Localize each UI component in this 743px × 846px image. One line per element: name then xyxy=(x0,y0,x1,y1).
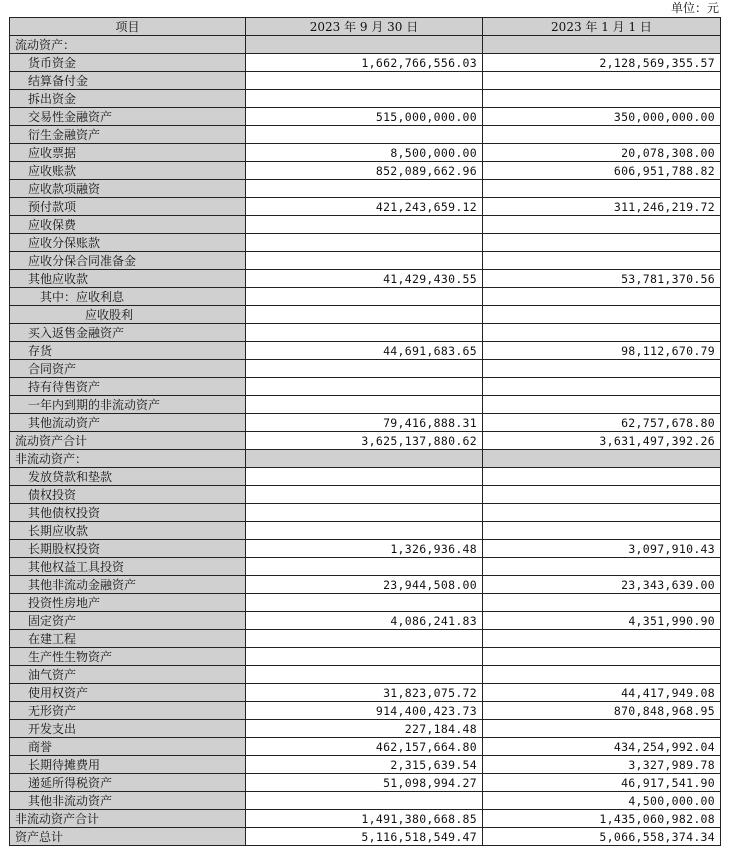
table-row xyxy=(10,486,721,504)
header-col-2023-01-01: 2023 年 1 月 1 日 xyxy=(483,18,721,36)
value-2023-09-30: 1,326,936.48 xyxy=(246,540,483,558)
table-row xyxy=(10,162,721,180)
table-row xyxy=(10,360,721,378)
table-row xyxy=(10,630,721,648)
row-label: 买入返售金融资产 xyxy=(10,324,246,342)
table-row xyxy=(10,738,721,756)
row-label: 流动资产合计 xyxy=(10,432,246,450)
value-2023-01-01 xyxy=(483,630,721,648)
row-label: 持有待售资产 xyxy=(10,378,246,396)
table-row xyxy=(10,504,721,522)
value-2023-09-30 xyxy=(246,630,483,648)
value-2023-01-01: 23,343,639.00 xyxy=(483,576,721,594)
table-row xyxy=(10,54,721,72)
value-2023-09-30 xyxy=(246,180,483,198)
value-2023-01-01 xyxy=(483,720,721,738)
table-row xyxy=(10,396,721,414)
value-2023-01-01 xyxy=(483,522,721,540)
value-2023-01-01: 20,078,308.00 xyxy=(483,144,721,162)
header-col-2023-09-30: 2023 年 9 月 30 日 xyxy=(246,18,483,36)
section-row xyxy=(10,36,721,54)
row-label: 交易性金融资产 xyxy=(10,108,246,126)
table-row xyxy=(10,576,721,594)
value-2023-01-01: 44,417,949.08 xyxy=(483,684,721,702)
value-2023-01-01 xyxy=(483,216,721,234)
value-2023-09-30 xyxy=(246,522,483,540)
value-2023-09-30 xyxy=(246,792,483,810)
value-2023-01-01: 5,066,558,374.34 xyxy=(483,828,721,846)
table-row xyxy=(10,306,721,324)
row-label: 商誉 xyxy=(10,738,246,756)
table-row xyxy=(10,774,721,792)
value-2023-09-30: 31,823,075.72 xyxy=(246,684,483,702)
table-row xyxy=(10,612,721,630)
row-label: 使用权资产 xyxy=(10,684,246,702)
value-2023-01-01 xyxy=(483,450,721,468)
value-2023-01-01: 3,631,497,392.26 xyxy=(483,432,721,450)
table-row xyxy=(10,666,721,684)
table-row xyxy=(10,792,721,810)
value-2023-09-30: 44,691,683.65 xyxy=(246,342,483,360)
table-row xyxy=(10,270,721,288)
row-label: 衍生金融资产 xyxy=(10,126,246,144)
value-2023-01-01 xyxy=(483,594,721,612)
row-label: 债权投资 xyxy=(10,486,246,504)
value-2023-01-01: 62,757,678.80 xyxy=(483,414,721,432)
value-2023-09-30 xyxy=(246,126,483,144)
row-label: 在建工程 xyxy=(10,630,246,648)
table-row xyxy=(10,288,721,306)
table-row xyxy=(10,378,721,396)
value-2023-01-01: 46,917,541.90 xyxy=(483,774,721,792)
value-2023-09-30: 914,400,423.73 xyxy=(246,702,483,720)
value-2023-01-01: 98,112,670.79 xyxy=(483,342,721,360)
table-row xyxy=(10,126,721,144)
table-row xyxy=(10,324,721,342)
value-2023-09-30: 5,116,518,549.47 xyxy=(246,828,483,846)
value-2023-09-30: 3,625,137,880.62 xyxy=(246,432,483,450)
row-label: 开发支出 xyxy=(10,720,246,738)
table-row xyxy=(10,414,721,432)
value-2023-09-30: 227,184.48 xyxy=(246,720,483,738)
total-row xyxy=(10,810,721,828)
value-2023-09-30 xyxy=(246,72,483,90)
value-2023-09-30: 852,089,662.96 xyxy=(246,162,483,180)
row-label: 其他应收款 xyxy=(10,270,246,288)
row-label: 其他流动资产 xyxy=(10,414,246,432)
table-row xyxy=(10,702,721,720)
value-2023-01-01 xyxy=(483,396,721,414)
row-label: 其中：应收利息 xyxy=(10,288,246,306)
value-2023-09-30 xyxy=(246,594,483,612)
value-2023-09-30: 41,429,430.55 xyxy=(246,270,483,288)
unit-label: 单位：元 xyxy=(670,1,719,15)
row-label: 非流动资产： xyxy=(10,450,246,468)
value-2023-09-30 xyxy=(246,216,483,234)
table-header-row xyxy=(10,18,721,36)
value-2023-01-01: 4,500,000.00 xyxy=(483,792,721,810)
row-label: 存货 xyxy=(10,342,246,360)
row-label: 长期股权投资 xyxy=(10,540,246,558)
value-2023-01-01 xyxy=(483,288,721,306)
value-2023-01-01 xyxy=(483,72,721,90)
value-2023-01-01 xyxy=(483,360,721,378)
value-2023-09-30: 421,243,659.12 xyxy=(246,198,483,216)
value-2023-01-01 xyxy=(483,378,721,396)
row-label: 货币资金 xyxy=(10,54,246,72)
table-body xyxy=(10,36,721,846)
table-row xyxy=(10,144,721,162)
row-label: 递延所得税资产 xyxy=(10,774,246,792)
value-2023-01-01: 2,128,569,355.57 xyxy=(483,54,721,72)
value-2023-09-30 xyxy=(246,306,483,324)
row-label: 一年内到期的非流动资产 xyxy=(10,396,246,414)
table-row xyxy=(10,540,721,558)
row-label: 其他非流动金融资产 xyxy=(10,576,246,594)
value-2023-09-30 xyxy=(246,666,483,684)
value-2023-01-01: 53,781,370.56 xyxy=(483,270,721,288)
value-2023-09-30: 79,416,888.31 xyxy=(246,414,483,432)
row-label: 应收股利 xyxy=(10,306,246,324)
table-row xyxy=(10,756,721,774)
value-2023-09-30 xyxy=(246,360,483,378)
value-2023-01-01 xyxy=(483,252,721,270)
value-2023-01-01: 606,951,788.82 xyxy=(483,162,721,180)
value-2023-09-30 xyxy=(246,648,483,666)
balance-sheet-table xyxy=(9,17,721,846)
value-2023-09-30 xyxy=(246,396,483,414)
row-label: 固定资产 xyxy=(10,612,246,630)
table-row xyxy=(10,234,721,252)
value-2023-01-01 xyxy=(483,666,721,684)
row-label: 其他非流动资产 xyxy=(10,792,246,810)
value-2023-01-01: 1,435,060,982.08 xyxy=(483,810,721,828)
value-2023-09-30: 515,000,000.00 xyxy=(246,108,483,126)
value-2023-09-30: 51,098,994.27 xyxy=(246,774,483,792)
table-row xyxy=(10,594,721,612)
table-row xyxy=(10,108,721,126)
value-2023-01-01 xyxy=(483,558,721,576)
table-row xyxy=(10,216,721,234)
row-label: 发放贷款和垫款 xyxy=(10,468,246,486)
value-2023-01-01: 350,000,000.00 xyxy=(483,108,721,126)
row-label: 投资性房地产 xyxy=(10,594,246,612)
value-2023-09-30 xyxy=(246,558,483,576)
table-row xyxy=(10,558,721,576)
row-label: 无形资产 xyxy=(10,702,246,720)
value-2023-09-30: 8,500,000.00 xyxy=(246,144,483,162)
value-2023-01-01 xyxy=(483,504,721,522)
table-row xyxy=(10,468,721,486)
value-2023-01-01 xyxy=(483,234,721,252)
value-2023-01-01 xyxy=(483,648,721,666)
section-row xyxy=(10,450,721,468)
table-row xyxy=(10,180,721,198)
row-label: 流动资产： xyxy=(10,36,246,54)
value-2023-01-01: 870,848,968.95 xyxy=(483,702,721,720)
row-label: 应收账款 xyxy=(10,162,246,180)
value-2023-01-01 xyxy=(483,126,721,144)
table-row xyxy=(10,198,721,216)
table-row xyxy=(10,72,721,90)
row-label: 应收分保合同准备金 xyxy=(10,252,246,270)
value-2023-09-30 xyxy=(246,234,483,252)
value-2023-01-01: 3,327,989.78 xyxy=(483,756,721,774)
row-label: 资产总计 xyxy=(10,828,246,846)
value-2023-01-01 xyxy=(483,468,721,486)
table-row xyxy=(10,342,721,360)
value-2023-01-01 xyxy=(483,306,721,324)
value-2023-09-30 xyxy=(246,486,483,504)
row-label: 应收票据 xyxy=(10,144,246,162)
value-2023-01-01 xyxy=(483,36,721,54)
value-2023-09-30 xyxy=(246,324,483,342)
row-label: 应收款项融资 xyxy=(10,180,246,198)
row-label: 结算备付金 xyxy=(10,72,246,90)
row-label: 其他权益工具投资 xyxy=(10,558,246,576)
table-row xyxy=(10,90,721,108)
value-2023-01-01 xyxy=(483,180,721,198)
value-2023-01-01: 3,097,910.43 xyxy=(483,540,721,558)
value-2023-09-30: 23,944,508.00 xyxy=(246,576,483,594)
value-2023-09-30: 4,086,241.83 xyxy=(246,612,483,630)
row-label: 生产性生物资产 xyxy=(10,648,246,666)
value-2023-09-30: 1,491,380,668.85 xyxy=(246,810,483,828)
value-2023-09-30: 1,662,766,556.03 xyxy=(246,54,483,72)
table-row xyxy=(10,522,721,540)
value-2023-01-01: 311,246,219.72 xyxy=(483,198,721,216)
value-2023-09-30 xyxy=(246,504,483,522)
row-label: 长期待摊费用 xyxy=(10,756,246,774)
table-row xyxy=(10,252,721,270)
value-2023-09-30 xyxy=(246,468,483,486)
row-label: 油气资产 xyxy=(10,666,246,684)
total-row xyxy=(10,828,721,846)
row-label: 预付款项 xyxy=(10,198,246,216)
row-label: 应收分保账款 xyxy=(10,234,246,252)
header-item: 项目 xyxy=(10,18,246,36)
value-2023-01-01: 434,254,992.04 xyxy=(483,738,721,756)
row-label: 其他债权投资 xyxy=(10,504,246,522)
value-2023-09-30 xyxy=(246,252,483,270)
row-label: 合同资产 xyxy=(10,360,246,378)
value-2023-09-30 xyxy=(246,90,483,108)
row-label: 非流动资产合计 xyxy=(10,810,246,828)
total-row xyxy=(10,432,721,450)
value-2023-09-30 xyxy=(246,288,483,306)
value-2023-01-01 xyxy=(483,90,721,108)
value-2023-01-01: 4,351,990.90 xyxy=(483,612,721,630)
value-2023-09-30 xyxy=(246,378,483,396)
value-2023-09-30 xyxy=(246,36,483,54)
value-2023-09-30: 462,157,664.80 xyxy=(246,738,483,756)
value-2023-01-01 xyxy=(483,324,721,342)
value-2023-09-30: 2,315,639.54 xyxy=(246,756,483,774)
value-2023-01-01 xyxy=(483,486,721,504)
table-row xyxy=(10,720,721,738)
value-2023-09-30 xyxy=(246,450,483,468)
table-row xyxy=(10,648,721,666)
table-row xyxy=(10,684,721,702)
row-label: 拆出资金 xyxy=(10,90,246,108)
row-label: 应收保费 xyxy=(10,216,246,234)
row-label: 长期应收款 xyxy=(10,522,246,540)
